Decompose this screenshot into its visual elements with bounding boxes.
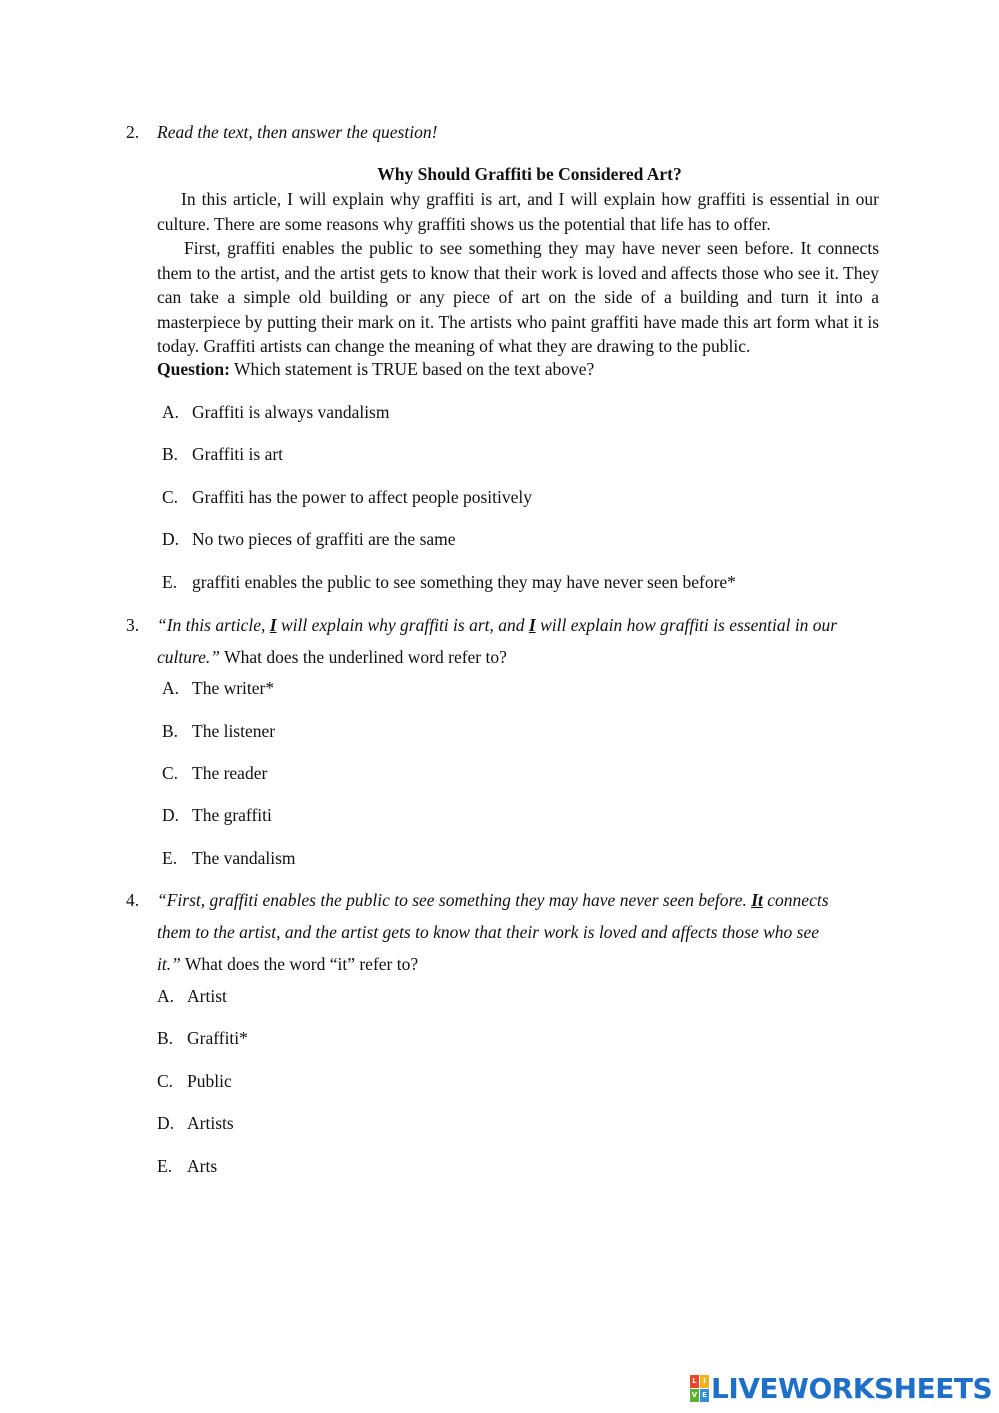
option-text: The graffiti	[192, 805, 272, 825]
option-letter: A.	[162, 402, 180, 422]
option-text: Graffiti is art	[192, 444, 284, 464]
option-letter: E.	[157, 1156, 173, 1176]
liveworksheets-logo-icon	[690, 1375, 709, 1402]
question-3-number: 3.	[126, 615, 140, 635]
question-2-number: 2.	[126, 122, 140, 142]
option-text: Public	[187, 1071, 232, 1091]
option-letter: D.	[162, 805, 180, 825]
q4-option-a[interactable]	[157, 986, 227, 1007]
question-4-number: 4.	[126, 890, 140, 910]
option-text: Graffiti*	[187, 1028, 248, 1048]
question-4-text: What does the word “it” refer to?	[180, 954, 419, 974]
quote-text: will explain how graffiti is essential in our	[535, 615, 838, 635]
q4-option-b[interactable]	[157, 1028, 248, 1049]
option-letter: A.	[162, 678, 180, 698]
option-letter: E.	[162, 572, 178, 592]
option-text: The vandalism	[192, 848, 296, 868]
option-text: Arts	[187, 1156, 218, 1176]
quote-text: will explain why graffiti is art, and	[276, 615, 529, 635]
q3-option-c[interactable]	[162, 763, 267, 784]
quote-text: “In this article,	[157, 615, 270, 635]
q2-option-e[interactable]	[162, 572, 736, 593]
underlined-word: I	[528, 615, 536, 635]
question-3-text: What does the underlined word refer to?	[220, 647, 507, 667]
option-text: Graffiti has the power to affect people positively	[192, 487, 533, 507]
option-letter: C.	[162, 487, 179, 507]
q2-option-c[interactable]	[162, 487, 532, 508]
option-letter: D.	[162, 529, 180, 549]
option-letter: E.	[162, 848, 178, 868]
logo-letter: E	[700, 1389, 709, 1402]
option-letter: C.	[162, 763, 179, 783]
question-2-prompt	[157, 359, 594, 380]
question-label: Question:	[157, 359, 230, 379]
quote-text: connects	[762, 890, 829, 910]
passage-paragraph-1: In this article, I will explain why graffiti is art, and I will explain how graffiti is essential in our culture. There are some reasons why graffiti shows us the potential that life has to offer.	[157, 189, 879, 234]
question-text: Which statement is TRUE based on the text above?	[229, 359, 595, 379]
option-text: Artists	[187, 1113, 234, 1133]
option-text: The listener	[192, 721, 276, 741]
option-letter: D.	[157, 1113, 175, 1133]
q3-option-b[interactable]	[162, 721, 275, 742]
logo-letter: V	[690, 1389, 699, 1402]
passage-title: Why Should Graffiti be Considered Art?	[377, 164, 682, 184]
option-text: Graffiti is always vandalism	[192, 402, 390, 422]
question-4-quote-line-1	[157, 890, 829, 911]
q2-option-b[interactable]	[162, 444, 283, 465]
option-text: Artist	[187, 986, 227, 1006]
q2-option-a[interactable]	[162, 402, 389, 423]
option-text: graffiti enables the public to see something they may have never seen before*	[192, 572, 736, 592]
option-letter: B.	[162, 444, 179, 464]
quote-text: “First, graffiti enables the public to see something they may have never seen before.	[157, 890, 752, 910]
option-text: The reader	[192, 763, 268, 783]
quote-text: culture.”	[157, 647, 221, 667]
option-letter: A.	[157, 986, 175, 1006]
liveworksheets-brand-text: LIVEWORKSHEETS	[711, 1371, 993, 1405]
underlined-word: I	[269, 615, 277, 635]
option-letter: C.	[157, 1071, 174, 1091]
q4-option-e[interactable]	[157, 1156, 217, 1177]
logo-letter: I	[700, 1375, 709, 1388]
option-text: The writer*	[192, 678, 275, 698]
quote-text: it.”	[157, 954, 181, 974]
q4-option-d[interactable]	[157, 1113, 234, 1134]
liveworksheets-logo[interactable]	[690, 1372, 992, 1404]
q3-option-d[interactable]	[162, 805, 272, 826]
option-letter: B.	[162, 721, 179, 741]
passage-paragraph-2: First, graffiti enables the public to see something they may have never seen before. It connects them to the artist, and the artist gets to know that their work is loved and affects those who see it. They can take a simple old building or any piece of art on the side of a building and turn it into a masterpiece by putting their mark on it. The artists who paint graffiti have made this art form what it is today. Graffiti artists can change the meaning of what they are drawing to the public.	[157, 238, 879, 356]
q2-option-d[interactable]	[162, 529, 456, 550]
question-2-instruction: Read the text, then answer the question!	[157, 122, 438, 142]
option-text: No two pieces of graffiti are the same	[192, 529, 456, 549]
question-3-quote-line-1	[157, 615, 837, 636]
question-3-quote-line-2	[157, 647, 507, 668]
q4-option-c[interactable]	[157, 1071, 232, 1092]
question-4-quote-line-3	[157, 954, 418, 975]
q3-option-e[interactable]	[162, 848, 296, 869]
option-letter: B.	[157, 1028, 174, 1048]
q3-option-a[interactable]	[162, 678, 274, 699]
underlined-word: It	[751, 890, 763, 910]
logo-letter: L	[690, 1375, 699, 1388]
question-4-quote-line-2: them to the artist, and the artist gets to know that their work is loved and affects those who see	[157, 922, 820, 942]
